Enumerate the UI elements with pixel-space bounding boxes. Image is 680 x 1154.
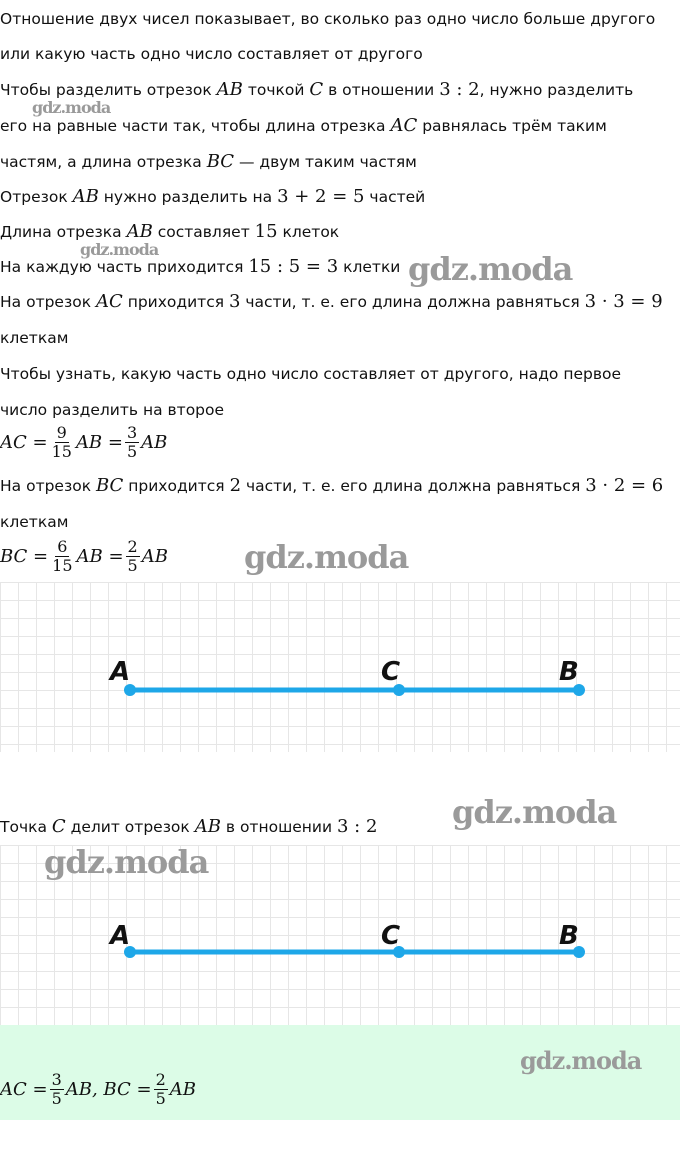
watermark-logo: gdz.moda	[44, 843, 209, 881]
text-line-7: Длина отрезка AB составляет 15 клеток	[0, 221, 340, 242]
text-line-9: На отрезок AC приходится 3 части, т. е. его длина должна равняться 3 · 3 = 9	[0, 291, 663, 312]
text-line-13: На отрезок BC приходится 2 части, т. е. его длина должна равняться 3 · 2 = 6	[0, 475, 664, 496]
watermark-logo: gdz.moda	[244, 538, 409, 576]
fraction-3-5: $\frac{3}{5}$	[126, 423, 138, 461]
label-b: B	[559, 657, 579, 687]
watermark-logo: gdz.moda	[408, 250, 573, 288]
text-line-6: Отрезок AB нужно разделить на 3 + 2 = 5 частей	[0, 186, 426, 207]
fraction-3-5: $\frac{3}{5}$	[51, 1070, 62, 1108]
text-line-12: число разделить на второе	[0, 401, 225, 419]
text-line-2: или какую часть одно число составляет от другого	[0, 45, 423, 63]
watermark-logo: gdz.moda	[452, 793, 617, 831]
label-c: C	[381, 921, 401, 951]
text-line-3: Чтобы разделить отрезок AB точкой C в отношении 3 : 2, нужно разделить	[0, 79, 634, 100]
answer-formula: AC = $\frac{3}{5}$ AB, BC = $\frac{2}{5}$ AB	[0, 1070, 196, 1108]
text-line-1: Отношение двух чисел показывает, во сколько раз одно число больше другого	[0, 10, 656, 28]
fraction-9-15: $\frac{9}{15}$	[51, 423, 72, 461]
text-line-8: На каждую часть приходится 15 : 5 = 3 клетки	[0, 256, 401, 277]
segment-svg-1	[0, 582, 680, 752]
text-line-10: клеткам	[0, 329, 69, 347]
formula-bc: BC = $\frac{6}{15}$ AB = $\frac{2}{5}$ AB	[0, 537, 168, 575]
text-line-15: Точка C делит отрезок AB в отношении 3 : 2	[0, 816, 378, 837]
fraction-2-5: $\frac{2}{5}$	[155, 1070, 166, 1108]
text-line-11: Чтобы узнать, какую часть одно число составляет от другого, надо первое	[0, 365, 621, 383]
text-line-4: его на равные части так, чтобы длина отрезка AC равнялась трём таким	[0, 115, 607, 136]
label-a: A	[110, 921, 131, 951]
text-line-14: клеткам	[0, 513, 69, 531]
label-a: A	[110, 657, 131, 687]
label-b: B	[559, 921, 579, 951]
segment-diagram-1	[0, 582, 680, 752]
label-c: C	[381, 657, 401, 687]
watermark-logo: gdz.moda	[520, 1046, 642, 1075]
text-line-5: частям, а длина отрезка BC — двум таким частям	[0, 151, 417, 172]
fraction-6-15: $\frac{6}{15}$	[52, 537, 73, 575]
formula-ac: AC = $\frac{9}{15}$ AB = $\frac{3}{5}$ AB	[0, 423, 168, 461]
watermark-logo: gdz.moda	[32, 98, 111, 117]
fraction-2-5: $\frac{2}{5}$	[127, 537, 138, 575]
watermark-logo: gdz.moda	[80, 240, 159, 259]
